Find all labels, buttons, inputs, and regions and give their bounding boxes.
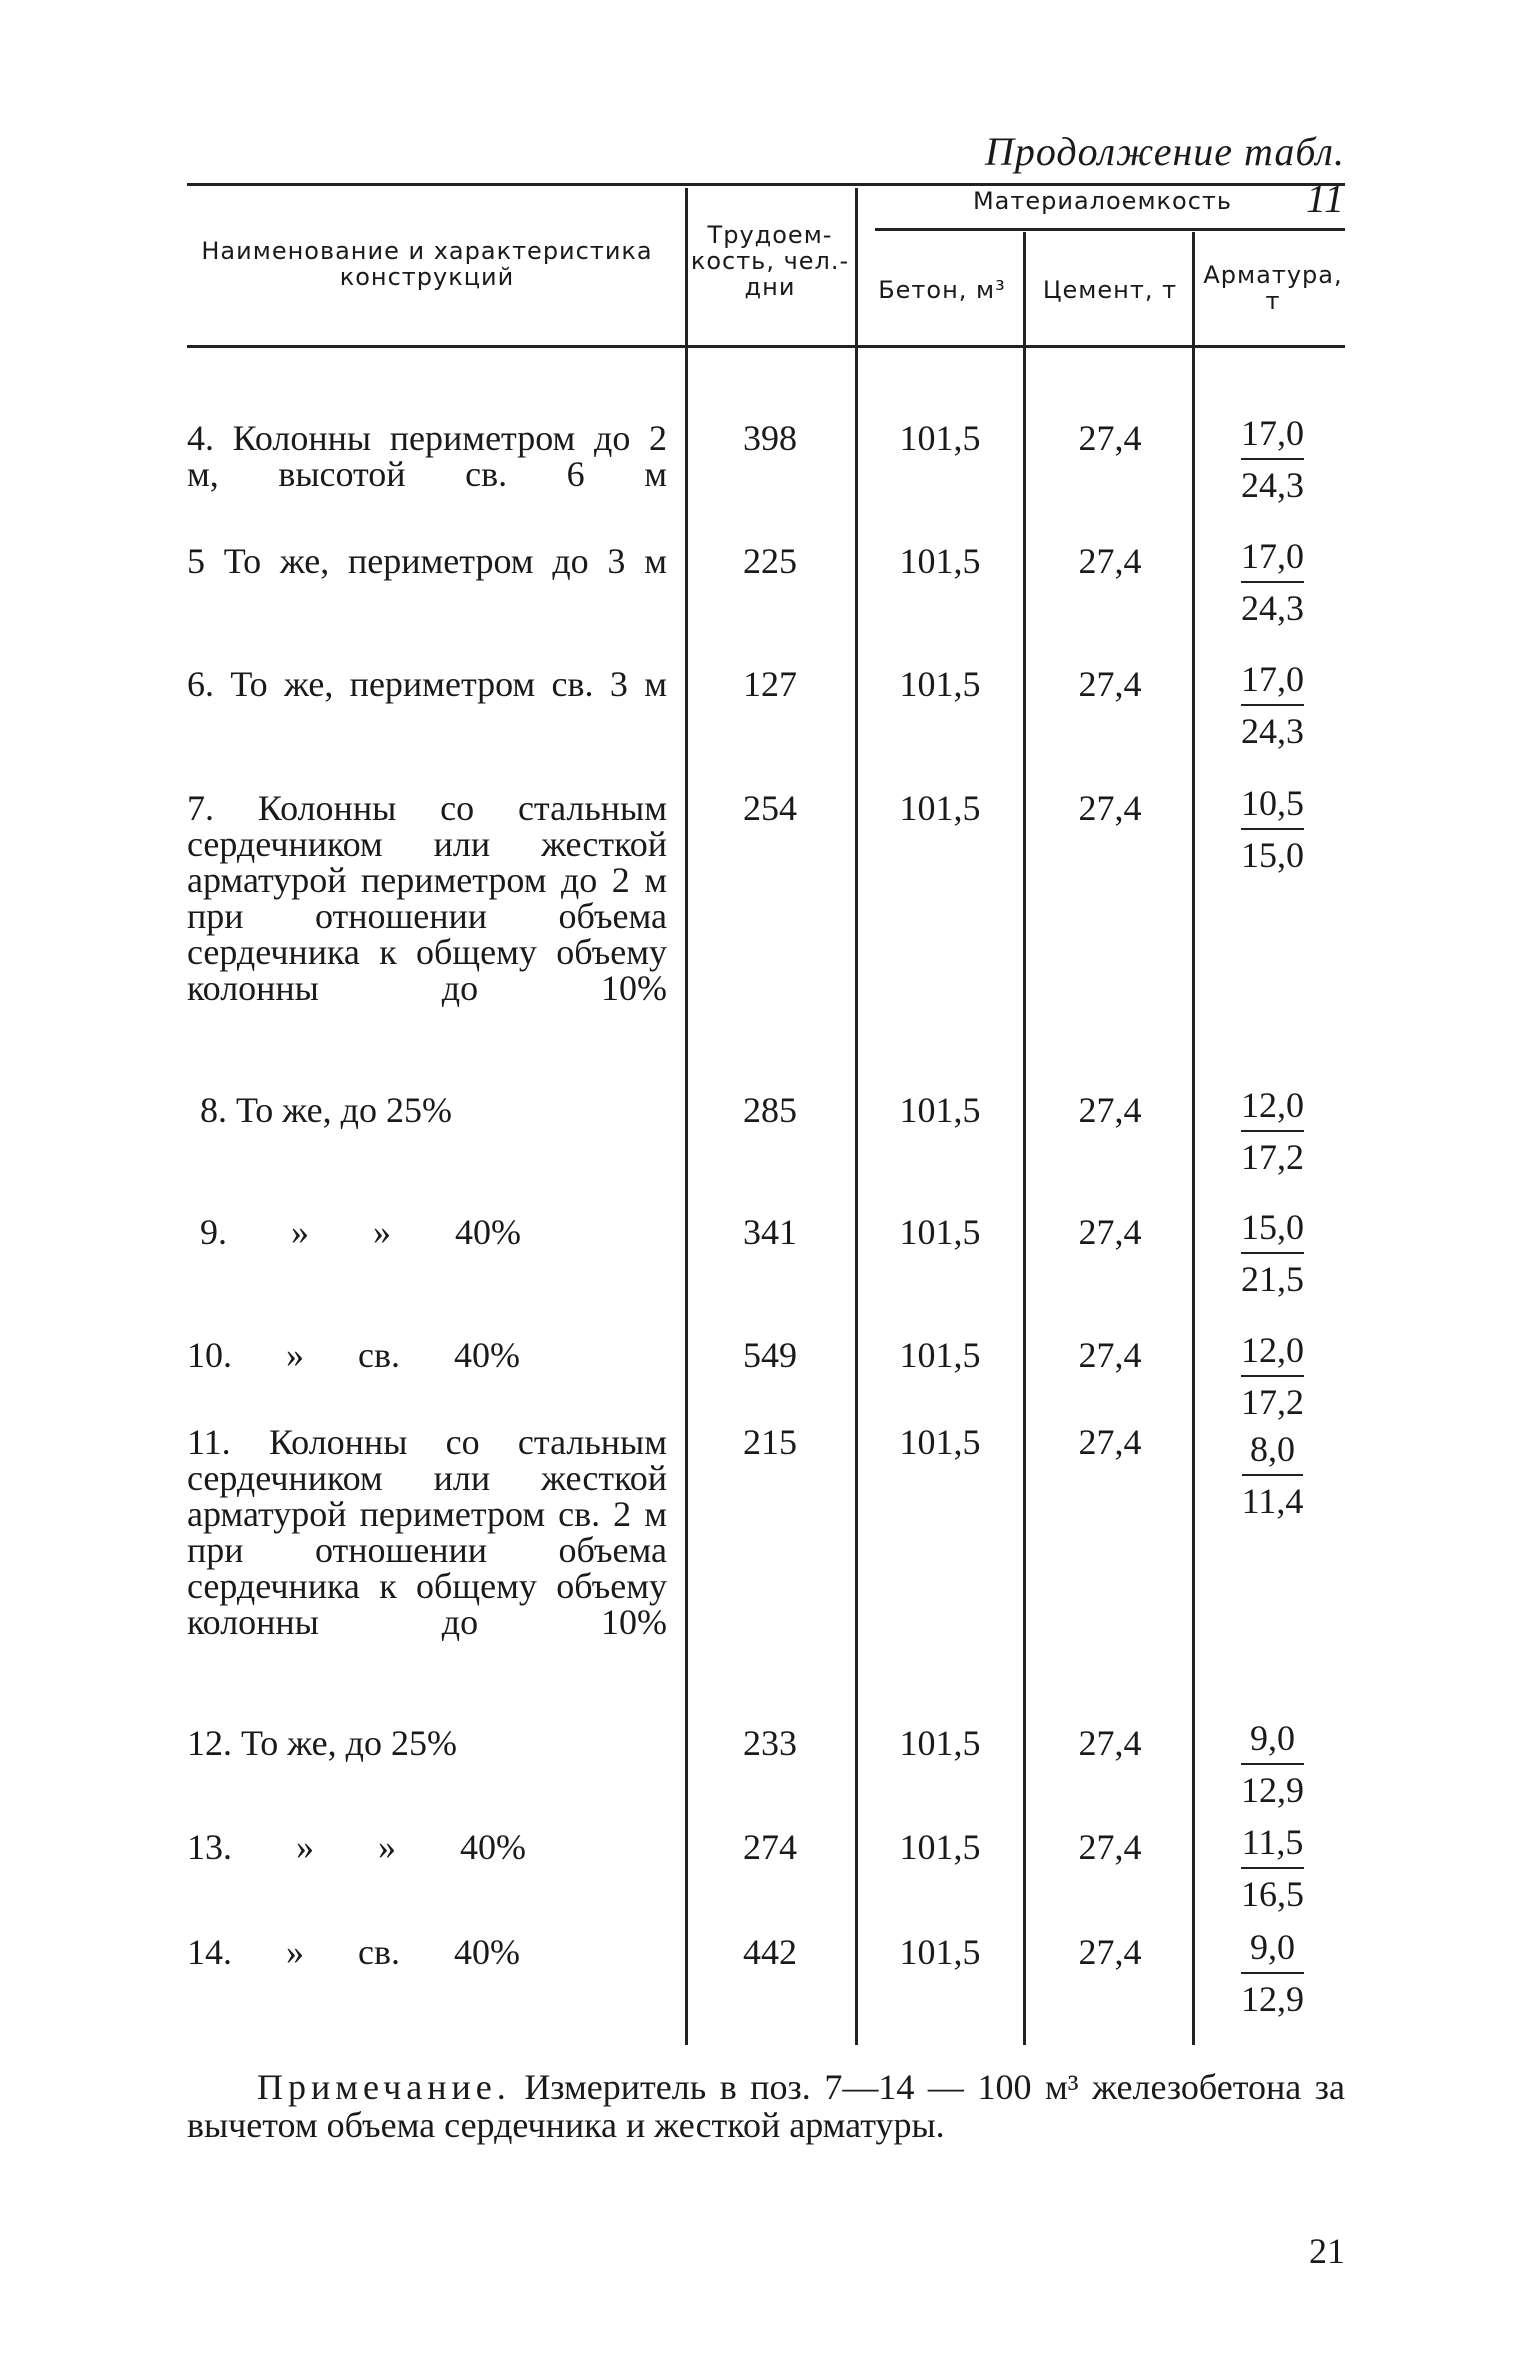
row-cement: 27,4 xyxy=(1078,1827,1142,1867)
row-cement: 27,4 xyxy=(1078,1422,1142,1462)
row-labor: 398 xyxy=(743,418,797,458)
row-name: 12. То же, до 25% xyxy=(187,1723,457,1763)
row-rebar-bottom: 21,5 xyxy=(1241,1259,1304,1299)
row-rebar-bottom: 24,3 xyxy=(1241,711,1304,751)
header-labor: Трудоем-кость, чел.-дни xyxy=(690,221,850,301)
table-top-rule xyxy=(187,183,1345,186)
column-divider-3 xyxy=(1023,232,1026,2045)
row-name: 5 То же, периметром до 3 м xyxy=(187,541,667,581)
row-labor: 254 xyxy=(743,788,797,828)
row-rebar-bottom: 17,2 xyxy=(1241,1382,1304,1422)
row-rebar-bottom: 12,9 xyxy=(1241,1979,1304,2019)
row-cement: 27,4 xyxy=(1078,664,1142,704)
row-rebar-top: 11,5 xyxy=(1241,1817,1304,1869)
header-name: Наименование и характеристика конструкций xyxy=(201,237,653,291)
row-rebar-bottom: 24,3 xyxy=(1241,465,1304,505)
table-note xyxy=(187,2068,1345,2144)
row-name: 8. То же, до 25% xyxy=(200,1090,452,1130)
row-name: 4. Колонны периметром до 2 м, высотой св. 6 м xyxy=(187,418,667,494)
column-divider-1 xyxy=(685,188,688,2045)
row-concrete: 101,5 xyxy=(899,664,981,704)
row-cement: 27,4 xyxy=(1078,1932,1142,1972)
row-concrete: 101,5 xyxy=(899,541,981,581)
row-rebar-top: 9,0 xyxy=(1241,1922,1304,1974)
page-number: 21 xyxy=(1309,2231,1345,2271)
column-divider-2 xyxy=(855,188,858,2045)
row-cement: 27,4 xyxy=(1078,541,1142,581)
header-cement: Цемент, т xyxy=(1042,276,1178,304)
row-labor: 215 xyxy=(743,1422,797,1462)
row-labor: 285 xyxy=(743,1090,797,1130)
row-rebar-bottom: 16,5 xyxy=(1241,1874,1304,1914)
row-concrete: 101,5 xyxy=(899,1090,981,1130)
row-rebar-top: 12,0 xyxy=(1241,1325,1304,1377)
row-concrete: 101,5 xyxy=(899,1827,981,1867)
note-label: Примечание. xyxy=(257,2067,511,2107)
table-caption: Продолжение табл. 11 xyxy=(984,129,1345,221)
row-rebar-top: 12,0 xyxy=(1241,1080,1304,1132)
row-name: 14. » св. 40% xyxy=(187,1932,520,1972)
row-cement: 27,4 xyxy=(1078,788,1142,828)
row-rebar-top: 9,0 xyxy=(1241,1713,1304,1765)
row-cement: 27,4 xyxy=(1078,1335,1142,1375)
row-concrete: 101,5 xyxy=(899,1212,981,1252)
row-labor: 127 xyxy=(743,664,797,704)
row-labor: 341 xyxy=(743,1212,797,1252)
row-rebar-top: 8,0 xyxy=(1242,1424,1304,1476)
header-material: Материалоемкость xyxy=(972,187,1233,215)
row-rebar-top: 15,0 xyxy=(1241,1202,1304,1254)
row-concrete: 101,5 xyxy=(899,418,981,458)
note-text: Измеритель в поз. 7—14 — 100 м³ железобетона за вычетом объема сердечника и жесткой арматуры. xyxy=(187,2067,1346,2145)
row-rebar-top: 17,0 xyxy=(1241,654,1304,706)
row-labor: 233 xyxy=(743,1723,797,1763)
row-name: 10. » св. 40% xyxy=(187,1335,520,1375)
row-cement: 27,4 xyxy=(1078,1090,1142,1130)
row-name: 13. » » 40% xyxy=(187,1827,526,1867)
row-cement: 27,4 xyxy=(1078,1212,1142,1252)
row-name: 6. То же, периметром св. 3 м xyxy=(187,664,667,704)
header-rebar: Арматура, т xyxy=(1203,261,1343,315)
row-rebar-bottom: 15,0 xyxy=(1241,835,1304,875)
row-concrete: 101,5 xyxy=(899,1422,981,1462)
header-bottom-rule xyxy=(187,345,1345,348)
row-rebar-top: 10,5 xyxy=(1241,778,1304,830)
row-concrete: 101,5 xyxy=(899,788,981,828)
row-concrete: 101,5 xyxy=(899,1932,981,1972)
row-rebar-bottom: 17,2 xyxy=(1241,1137,1304,1177)
row-concrete: 101,5 xyxy=(899,1723,981,1763)
row-rebar-top: 17,0 xyxy=(1241,531,1304,583)
row-rebar-bottom: 11,4 xyxy=(1241,1481,1304,1521)
row-labor: 549 xyxy=(743,1335,797,1375)
row-cement: 27,4 xyxy=(1078,418,1142,458)
row-labor: 442 xyxy=(743,1932,797,1972)
row-rebar-top: 17,0 xyxy=(1241,408,1304,460)
row-labor: 274 xyxy=(743,1827,797,1867)
row-name: 7. Колонны со стальным сердечником или жесткой арматурой периметром до 2 м при отношении объема сердечника к общему объему колонны до 10% xyxy=(187,788,667,1008)
row-name: 9. » » 40% xyxy=(200,1212,521,1252)
row-rebar-bottom: 12,9 xyxy=(1241,1770,1304,1810)
row-labor: 225 xyxy=(743,541,797,581)
material-header-rule xyxy=(875,228,1345,231)
row-name: 11. Колонны со стальным сердечником или жесткой арматурой периметром св. 2 м при отношении объема сердечника к общему объему колонны до 10% xyxy=(187,1422,667,1642)
column-divider-4 xyxy=(1192,232,1195,2045)
row-rebar-bottom: 24,3 xyxy=(1241,588,1304,628)
row-concrete: 101,5 xyxy=(899,1335,981,1375)
header-concrete: Бетон, м³ xyxy=(878,276,1006,304)
row-cement: 27,4 xyxy=(1078,1723,1142,1763)
